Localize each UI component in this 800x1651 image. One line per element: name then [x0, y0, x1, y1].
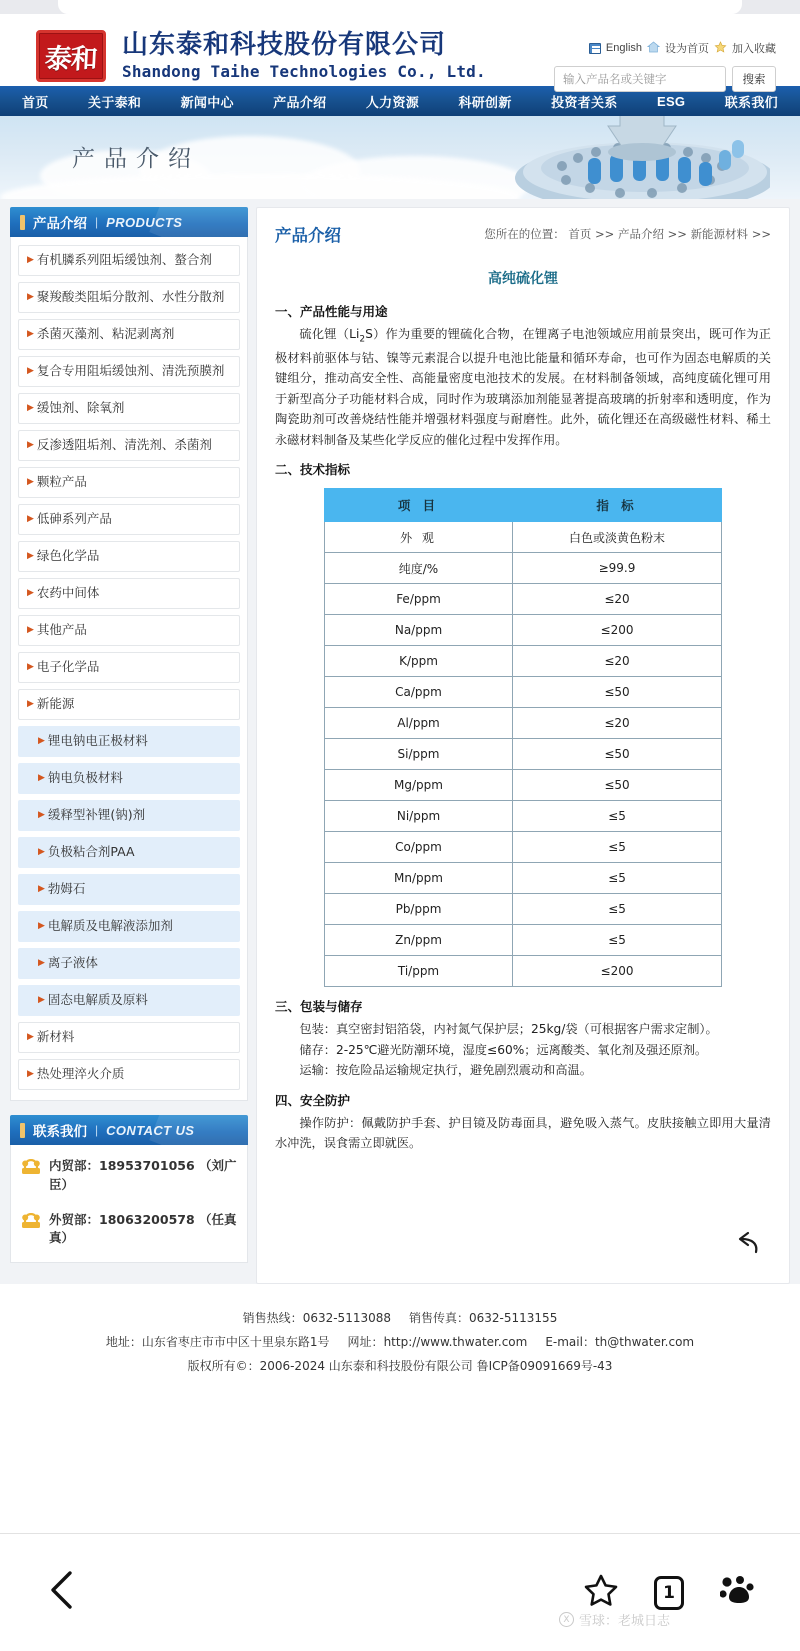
browser-chrome-top — [0, 0, 800, 14]
table-header-row — [325, 489, 722, 522]
sidebar-item-ro-chemicals[interactable] — [18, 430, 240, 461]
sidebar-item-electronic-chemicals[interactable] — [18, 652, 240, 683]
contact-card — [10, 1115, 248, 1263]
table-row — [325, 615, 722, 646]
footer-fax-value: 0632-5113155 — [469, 1311, 558, 1325]
bullet-arrow-icon: ▶ — [38, 884, 45, 895]
table-cell-value: ≤5 — [513, 801, 722, 832]
breadcrumb-new-energy-materials[interactable]: 新能源材料 — [690, 227, 749, 241]
logo-block[interactable] — [36, 30, 486, 82]
bullet-arrow-icon: ▶ — [27, 366, 34, 377]
back-button[interactable] — [46, 1568, 80, 1617]
table-cell-value: ≤5 — [513, 832, 722, 863]
sidebar-item-ionic-liquid[interactable] — [18, 948, 240, 979]
bullet-arrow-icon: ▶ — [38, 847, 45, 858]
table-cell-value: 白色或淡黄色粉末 — [513, 522, 722, 553]
table-cell-item: Al/ppm — [325, 708, 513, 739]
table-cell-item: 纯度/% — [325, 553, 513, 584]
table-cell-item: Ni/ppm — [325, 801, 513, 832]
products-panel-title-en: PRODUCTS — [106, 214, 183, 230]
bullet-arrow-icon: ▶ — [27, 403, 34, 414]
sidebar-item-quenching-media[interactable] — [18, 1059, 240, 1090]
company-seal-logo[interactable] — [36, 30, 106, 82]
table-cell-item: Fe/ppm — [325, 584, 513, 615]
bullet-arrow-icon: ▶ — [27, 329, 34, 340]
table-cell-value: ≤20 — [513, 646, 722, 677]
packaging-line-2: 储存：2-25℃避光防潮环境，湿度≤60%；远离酸类、氧化剂及强还原剂。 — [299, 1042, 708, 1057]
nav-item-investors[interactable]: 投资者关系 — [551, 95, 618, 111]
products-panel-title-cn: 产品介绍 — [33, 216, 87, 232]
table-cell-value: ≤20 — [513, 708, 722, 739]
sidebar-item-new-materials[interactable] — [18, 1022, 240, 1053]
sidebar-item-lithium-supplement[interactable] — [18, 800, 240, 831]
banner-machine-illustration — [470, 116, 770, 199]
content-topbar — [275, 222, 771, 246]
product-name-heading: 高纯硫化锂 — [488, 271, 558, 287]
product-category-menu — [10, 237, 248, 1101]
nav-item-news[interactable]: 新闻中心 — [180, 95, 234, 111]
table-row — [325, 863, 722, 894]
tab-count-button[interactable] — [654, 1576, 684, 1610]
table-row — [325, 584, 722, 615]
contact-panel-title-cn: 联系我们 — [33, 1124, 87, 1140]
sidebar-item-boehmite[interactable] — [18, 874, 240, 905]
header-right — [526, 40, 776, 92]
table-row — [325, 646, 722, 677]
sidebar-item-label: 绿色化学品 — [36, 548, 100, 564]
contact-panel-header — [10, 1115, 248, 1145]
contact-panel-separator: | — [95, 1123, 99, 1137]
breadcrumb-separator: >> — [667, 227, 687, 241]
footer-fax-label: 销售传真： — [409, 1311, 470, 1325]
tab-count-label: 1 — [663, 1582, 675, 1603]
table-row — [325, 708, 722, 739]
nav-item-contact[interactable]: 联系我们 — [724, 95, 778, 111]
watermark-text: 雪球：老城日志 — [578, 1614, 670, 1629]
products-panel-header — [10, 207, 248, 237]
table-row — [325, 956, 722, 987]
table-row — [325, 739, 722, 770]
footer-hotline-value: 0632-5113088 — [302, 1311, 391, 1325]
search-button[interactable]: 搜索 — [732, 66, 776, 92]
table-cell-item: Ti/ppm — [325, 956, 513, 987]
phone-icon — [21, 1159, 41, 1181]
table-cell-item: Mn/ppm — [325, 863, 513, 894]
footer-website-label: 网址： — [347, 1335, 384, 1349]
section-heading-safety: 四、安全防护 — [275, 1092, 351, 1108]
products-panel-separator: | — [95, 215, 99, 229]
sidebar-item-cathode-materials[interactable] — [18, 726, 240, 757]
add-favorite-link[interactable]: 加入收藏 — [732, 43, 776, 55]
bullet-arrow-icon: ▶ — [38, 736, 45, 747]
page-sheet-top — [58, 0, 742, 14]
sidebar-item-label: 农药中间体 — [36, 585, 100, 601]
site-header — [0, 14, 800, 86]
sidebar-item-label: 电子化学品 — [36, 659, 100, 675]
table-cell-item: Mg/ppm — [325, 770, 513, 801]
nav-item-about[interactable]: 关于泰和 — [88, 95, 142, 111]
bookmark-star-icon[interactable] — [584, 1573, 618, 1612]
watermark-logo-icon: X — [559, 1612, 574, 1627]
bullet-arrow-icon: ▶ — [38, 773, 45, 784]
bullet-arrow-icon: ▶ — [27, 699, 34, 710]
bullet-arrow-icon: ▶ — [27, 588, 34, 599]
table-cell-value: ≤200 — [513, 956, 722, 987]
breadcrumb-prefix: 您所在的位置： — [484, 227, 565, 241]
utility-links — [526, 40, 776, 56]
star-icon — [714, 41, 727, 56]
home-icon — [647, 41, 660, 56]
breadcrumb-home[interactable]: 首页 — [568, 227, 592, 241]
technical-spec-table — [324, 488, 722, 987]
footer-address-label: 地址： — [105, 1335, 142, 1349]
page-title: 产品介绍 — [275, 226, 341, 245]
footer-email-label: E-mail： — [545, 1335, 595, 1349]
table-cell-value: ≤50 — [513, 739, 722, 770]
table-cell-value: ≤5 — [513, 863, 722, 894]
bullet-arrow-icon: ▶ — [27, 551, 34, 562]
sidebar-item-label: 有机膦系列阻垢缓蚀剂、螯合剂 — [36, 252, 212, 268]
sidebar-item-solid-electrolyte[interactable] — [18, 985, 240, 1016]
contact-foreign-text: 外贸部：18063200578 （任真真） — [49, 1211, 237, 1246]
packaging-line-1: 包装：真空密封铝箔袋，内衬氮气保护层；25kg/袋（可根据客户需求定制）。 — [299, 1022, 718, 1037]
sidebar-item-label: 杀菌灭藻剂、粘泥剥离剂 — [36, 326, 175, 342]
contact-foreign-sales — [21, 1211, 237, 1249]
footer-address-value: 山东省枣庄市市中区十里泉东路1号 — [141, 1335, 330, 1349]
table-cell-item: 外 观 — [325, 522, 513, 553]
panel-tick-icon — [20, 1123, 25, 1138]
sidebar-item-green-chemicals[interactable] — [18, 541, 240, 572]
table-cell-item: K/ppm — [325, 646, 513, 677]
sidebar — [10, 207, 248, 1284]
packaging-line-3: 运输：按危险品运输规定执行，避免剧烈震动和高温。 — [299, 1063, 592, 1078]
sidebar-item-paa-binder[interactable] — [18, 837, 240, 868]
sidebar-item-label: 新材料 — [36, 1029, 75, 1045]
main-content — [256, 207, 790, 1284]
table-cell-value: ≤50 — [513, 770, 722, 801]
breadcrumb — [484, 226, 771, 242]
sidebar-item-corrosion-oxygen[interactable] — [18, 393, 240, 424]
sidebar-item-label: 勃姆石 — [47, 881, 86, 897]
section-paragraph-performance — [275, 324, 771, 450]
phone-icon — [21, 1213, 41, 1235]
contact-body — [10, 1145, 248, 1263]
sidebar-item-sodium-anode[interactable] — [18, 763, 240, 794]
panel-tick-icon — [20, 215, 25, 230]
nav-item-hr[interactable]: 人力资源 — [365, 95, 420, 111]
table-row — [325, 522, 722, 553]
sidebar-item-organic-phosphonate[interactable] — [18, 245, 240, 276]
sidebar-item-electrolyte-additives[interactable] — [18, 911, 240, 942]
sidebar-item-label: 锂电钠电正极材料 — [47, 733, 148, 749]
sidebar-item-label: 新能源 — [36, 696, 75, 712]
footer-copyright-line: 版权所有©：2006-2024 山东泰和科技股份有限公司 鲁ICP备09091669号-43 — [187, 1359, 613, 1373]
table-cell-item: Zn/ppm — [325, 925, 513, 956]
table-row — [325, 770, 722, 801]
table-row — [325, 801, 722, 832]
bullet-arrow-icon: ▶ — [38, 958, 45, 969]
bullet-arrow-icon: ▶ — [27, 1069, 34, 1080]
table-cell-value: ≥99.9 — [513, 553, 722, 584]
search-row — [526, 66, 776, 92]
table-row — [325, 894, 722, 925]
company-names — [122, 31, 486, 81]
table-cell-value: ≤5 — [513, 925, 722, 956]
language-icon — [589, 43, 601, 54]
table-cell-value: ≤50 — [513, 677, 722, 708]
section-heading-packaging: 三、包装与储存 — [275, 999, 363, 1015]
bullet-arrow-icon: ▶ — [27, 662, 34, 673]
company-name-cn: 山东泰和科技股份有限公司 — [122, 29, 447, 60]
watermark — [559, 1610, 670, 1629]
bullet-arrow-icon: ▶ — [38, 995, 45, 1006]
sidebar-item-low-arsenic[interactable] — [18, 504, 240, 535]
company-name-en: Shandong Taihe Technologies Co., Ltd. — [122, 62, 486, 82]
browser-toolbar-right — [584, 1573, 754, 1612]
sidebar-item-label: 反渗透阻垢剂、清洗剂、杀菌剂 — [36, 437, 212, 453]
breadcrumb-products[interactable]: 产品介绍 — [617, 227, 664, 241]
contact-domestic-text: 内贸部：18953701056 （刘广臣） — [49, 1158, 237, 1192]
bullet-arrow-icon: ▶ — [27, 255, 34, 266]
table-cell-item: Ca/ppm — [325, 677, 513, 708]
bullet-arrow-icon: ▶ — [27, 477, 34, 488]
nav-item-home[interactable]: 首页 — [22, 95, 49, 111]
page-banner — [0, 116, 800, 199]
bullet-arrow-icon: ▶ — [27, 440, 34, 451]
site-footer — [0, 1284, 800, 1388]
table-cell-item: Co/ppm — [325, 832, 513, 863]
section-heading-performance: 一、产品性能与用途 — [275, 304, 388, 319]
nav-item-products[interactable]: 产品介绍 — [273, 95, 327, 111]
footer-email-value[interactable]: th@thwater.com — [594, 1335, 695, 1349]
paragraph-post: S）作为重要的锂硫化合物，在锂离子电池领域应用前景突出，既可作为正极材料前驱体与钴、镍等元素混合以提升电池比能量和循环寿命，也可作为固态电解质的关键组分，推动高安全性、高能量密度电池技术的发展。在材料制备领域，高纯度硫化锂可用于新型高分子功能材料合成，同时作为玻璃添加剂能显著提高玻璃的折射率和透明度，作为陶瓷助剂可改善烧结性能并增强材料强度与耐磨性。此外，硫化锂还在高级磁性材料、稀土永磁材料制备及某些化学反应的催化过程中发挥作用。 — [275, 327, 771, 447]
footer-website-value[interactable]: http://www.thwater.com — [383, 1335, 528, 1349]
table-cell-item: Na/ppm — [325, 615, 513, 646]
table-cell-item: Si/ppm — [325, 739, 513, 770]
table-header-item: 项 目 — [325, 489, 513, 522]
sidebar-item-polycarboxylate[interactable] — [18, 282, 240, 313]
contact-domestic-sales — [21, 1157, 237, 1195]
sidebar-item-label: 热处理淬火介质 — [36, 1066, 125, 1082]
browser-bottom-toolbar — [0, 1533, 800, 1651]
sidebar-item-label: 低砷系列产品 — [36, 511, 112, 527]
sidebar-item-label: 离子液体 — [47, 955, 98, 971]
breadcrumb-separator: >> — [751, 227, 771, 241]
sidebar-item-new-energy[interactable] — [18, 689, 240, 720]
sidebar-item-label: 负极粘合剂PAA — [47, 844, 135, 860]
table-header-index: 指 标 — [513, 489, 722, 522]
sidebar-item-label: 缓释型补锂(钠)剂 — [47, 807, 146, 823]
table-row — [325, 677, 722, 708]
table-row — [325, 553, 722, 584]
bullet-arrow-icon: ▶ — [27, 514, 34, 525]
paragraph-pre: 硫化锂（Li — [299, 327, 360, 341]
sidebar-item-label: 缓蚀剂、除氧剂 — [36, 400, 125, 416]
table-row — [325, 832, 722, 863]
bullet-arrow-icon: ▶ — [27, 625, 34, 636]
sidebar-item-granular-products[interactable] — [18, 467, 240, 498]
table-cell-value: ≤20 — [513, 584, 722, 615]
bullet-arrow-icon: ▶ — [27, 1032, 34, 1043]
menu-grid-icon[interactable] — [720, 1575, 754, 1610]
sidebar-item-biocide[interactable] — [18, 319, 240, 350]
safety-line-1: 操作防护：佩戴防护手套、护目镜及防毒面具，避免吸入蒸气。皮肤接触立即用大量清水冲洗，误食需立即就医。 — [275, 1115, 771, 1151]
bullet-arrow-icon: ▶ — [38, 921, 45, 932]
table-row — [325, 925, 722, 956]
sidebar-item-label: 其他产品 — [36, 622, 87, 638]
seal-text: 泰和 — [44, 43, 98, 74]
sidebar-item-label: 颗粒产品 — [36, 474, 87, 490]
banner-title: 产品介绍 — [72, 146, 200, 172]
bullet-arrow-icon: ▶ — [38, 810, 45, 821]
english-link[interactable]: English — [605, 42, 642, 54]
sidebar-item-label: 固态电解质及原料 — [47, 992, 148, 1008]
set-homepage-link[interactable]: 设为首页 — [665, 43, 709, 55]
section-heading-specs: 二、技术指标 — [275, 462, 351, 478]
table-cell-value: ≤200 — [513, 615, 722, 646]
page-body — [0, 199, 800, 1284]
contact-panel-title-en: CONTACT US — [106, 1122, 195, 1138]
search-input[interactable] — [554, 66, 726, 92]
footer-phone-line — [0, 1306, 800, 1330]
bullet-arrow-icon: ▶ — [27, 292, 34, 303]
table-cell-value: ≤5 — [513, 894, 722, 925]
sidebar-item-label: 钠电负极材料 — [47, 770, 123, 786]
footer-address-line — [0, 1330, 800, 1354]
sidebar-item-compound-inhibitor[interactable] — [18, 356, 240, 387]
sidebar-item-pesticide-intermediates[interactable] — [18, 578, 240, 609]
sidebar-item-label: 复合专用阻垢缓蚀剂、清洗预膜剂 — [36, 363, 225, 379]
table-cell-item: Pb/ppm — [325, 894, 513, 925]
sidebar-item-label: 聚羧酸类阻垢分散剂、水性分散剂 — [36, 289, 225, 305]
sidebar-item-label: 电解质及电解液添加剂 — [47, 918, 173, 934]
nav-item-research[interactable]: 科研创新 — [458, 95, 512, 111]
footer-hotline-label: 销售热线： — [242, 1311, 303, 1325]
breadcrumb-separator: >> — [595, 227, 615, 241]
back-arrow-icon[interactable] — [729, 1230, 759, 1261]
nav-item-esg[interactable]: ESG — [656, 93, 686, 109]
sidebar-item-other-products[interactable] — [18, 615, 240, 646]
chemical-subscript: 2 — [359, 334, 366, 345]
